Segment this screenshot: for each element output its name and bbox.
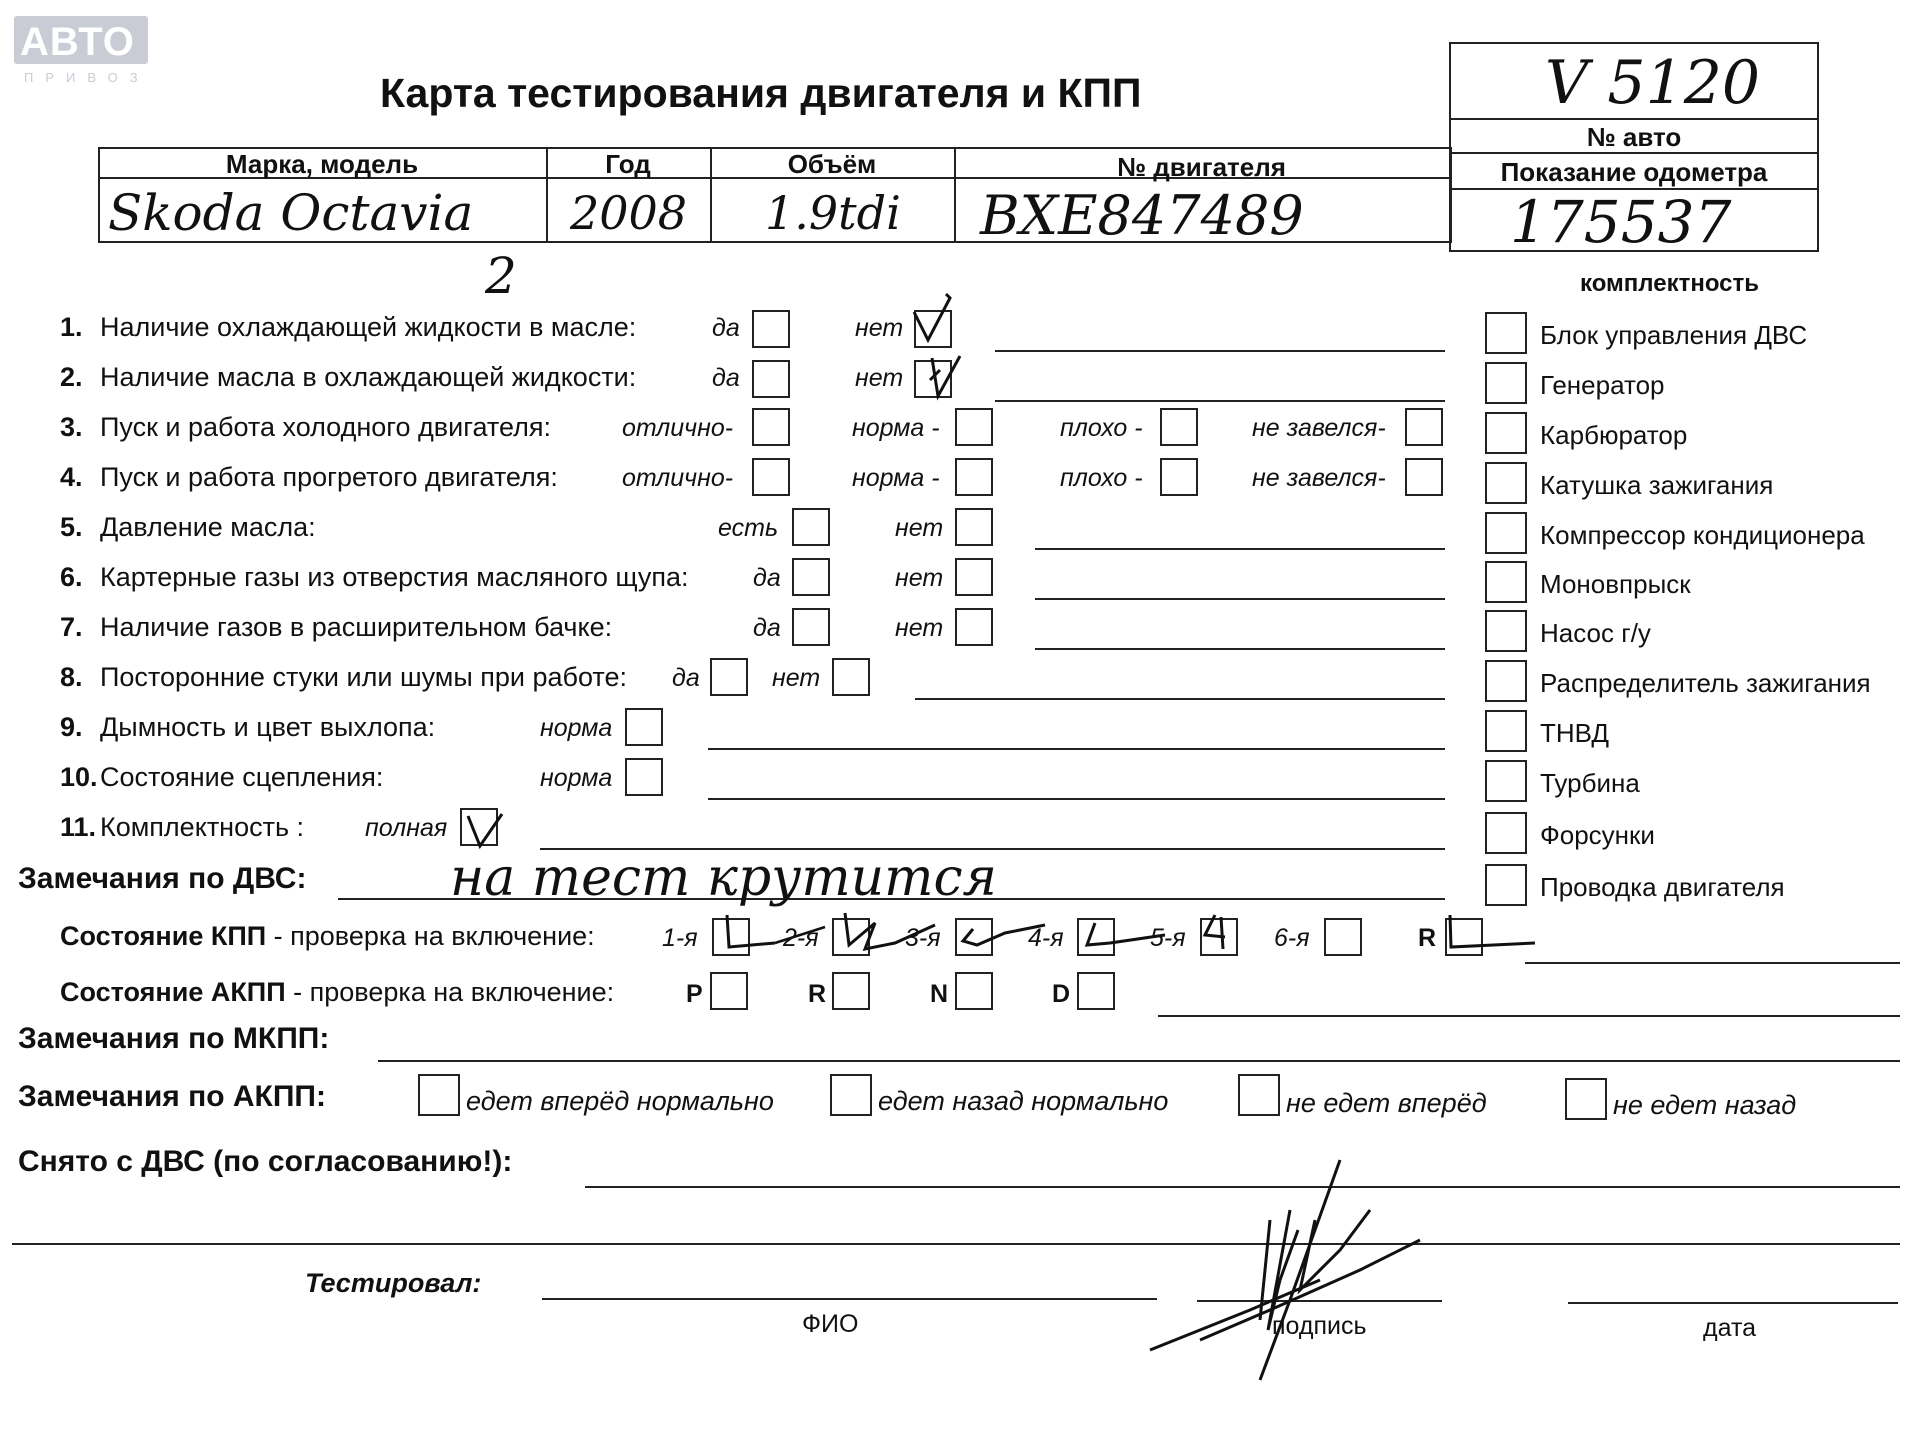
question-number: 11.	[60, 812, 97, 842]
question-6-yes-checkbox[interactable]	[792, 558, 830, 596]
tested-label: Тестировал:	[305, 1268, 482, 1298]
question-number: 4.	[60, 462, 83, 492]
question-text: Пуск и работа прогретого двигателя:	[100, 462, 558, 492]
question-text: Состояние сцепления:	[100, 762, 384, 792]
complete-checkbox[interactable]	[1485, 561, 1527, 603]
complete-item-label: Турбина	[1540, 768, 1640, 798]
note-line	[708, 748, 1445, 750]
question-number: 5.	[60, 512, 83, 542]
akpp-remark-option: не едет вперёд	[1286, 1088, 1487, 1118]
gear-label: 4-я	[1028, 924, 1064, 952]
option-label: нет	[855, 364, 904, 392]
mkpp-remarks-line	[378, 1060, 1900, 1062]
volume-value: 1.9tdi	[765, 186, 901, 240]
akpp-note-line	[1158, 1015, 1900, 1017]
note-line	[915, 698, 1445, 700]
car-number-value: V 5120	[1545, 48, 1761, 118]
question-1	[60, 312, 636, 343]
gear-label: R	[1418, 924, 1437, 952]
volume-label: Объём	[787, 149, 877, 179]
question-8	[60, 662, 627, 693]
question-3-bad-checkbox[interactable]	[1160, 408, 1198, 446]
avto-privoz-logo	[14, 16, 150, 85]
complete-checkbox[interactable]	[1485, 812, 1527, 854]
question-3-not-started-checkbox[interactable]	[1405, 408, 1443, 446]
gear-check-strokes	[715, 905, 1545, 965]
option-label: норма	[540, 714, 613, 742]
page-title: Карта тестирования двигателя и КПП	[380, 70, 1142, 116]
question-11	[60, 812, 304, 843]
handwritten-signature	[1140, 1150, 1440, 1390]
option-label: нет	[895, 564, 944, 592]
note-line	[1035, 598, 1445, 600]
check-mark-icon	[920, 350, 980, 410]
mkpp-remarks-label: Замечания по МКПП:	[18, 1022, 330, 1055]
question-7	[60, 612, 612, 643]
question-4-excellent-checkbox[interactable]	[752, 458, 790, 496]
option-label: нет	[895, 514, 944, 542]
question-number: 6.	[60, 562, 83, 592]
option-label: есть	[718, 514, 779, 542]
car-number-label: № авто	[1586, 122, 1682, 152]
question-8-yes-checkbox[interactable]	[710, 658, 748, 696]
car-number-divider	[1449, 118, 1819, 120]
date-caption: дата	[1703, 1314, 1757, 1342]
kpp-label	[60, 921, 595, 952]
akpp-position-label: R	[808, 980, 827, 1008]
akpp-n-checkbox[interactable]	[955, 972, 993, 1010]
question-5-no-checkbox[interactable]	[955, 508, 993, 546]
question-10-normal-checkbox[interactable]	[625, 758, 663, 796]
check-mark-icon	[906, 290, 966, 350]
question-5	[60, 512, 316, 543]
complete-checkbox[interactable]	[1485, 760, 1527, 802]
option-label: плохо -	[1060, 414, 1143, 442]
option-label: отлично-	[622, 414, 734, 442]
complete-item-label: Генератор	[1540, 370, 1665, 400]
question-6-no-checkbox[interactable]	[955, 558, 993, 596]
akpp-remark-option: едет вперёд нормально	[466, 1086, 774, 1116]
signature-caption: подпись	[1272, 1312, 1367, 1340]
kpp-note-line	[1525, 962, 1900, 964]
akpp-p-checkbox[interactable]	[710, 972, 748, 1010]
akpp-remark-option: едет назад нормально	[878, 1086, 1169, 1116]
akpp-position-label: N	[930, 980, 949, 1008]
akpp-r-checkbox[interactable]	[832, 972, 870, 1010]
year-value: 2008	[570, 186, 688, 240]
question-2-yes-checkbox[interactable]	[752, 360, 790, 398]
question-number: 3.	[60, 412, 83, 442]
question-4-normal-checkbox[interactable]	[955, 458, 993, 496]
akpp-label-bold: Состояние АКПП	[60, 977, 286, 1007]
complete-checkbox[interactable]	[1485, 312, 1527, 354]
question-3-normal-checkbox[interactable]	[955, 408, 993, 446]
question-number: 2.	[60, 362, 83, 392]
complete-item-label: ТНВД	[1540, 718, 1610, 748]
akpp-no-forward-checkbox[interactable]	[1238, 1074, 1280, 1116]
gear-label: 5-я	[1150, 924, 1186, 952]
complete-checkbox[interactable]	[1485, 610, 1527, 652]
option-label: полная	[365, 814, 448, 842]
question-4-bad-checkbox[interactable]	[1160, 458, 1198, 496]
question-text: Картерные газы из отверстия масляного щупа:	[100, 562, 689, 592]
akpp-no-backward-checkbox[interactable]	[1565, 1078, 1607, 1120]
note-line	[1035, 648, 1445, 650]
question-6	[60, 562, 689, 593]
note-line	[708, 798, 1445, 800]
question-9-normal-checkbox[interactable]	[625, 708, 663, 746]
option-label: норма -	[852, 414, 940, 442]
question-text: Наличие газов в расширительном бачке:	[100, 612, 613, 642]
odometer-value: 175537	[1510, 188, 1732, 256]
question-text: Пуск и работа холодного двигателя:	[100, 412, 551, 442]
make-model-value: Skoda Octavia	[108, 184, 474, 242]
question-7-no-checkbox[interactable]	[955, 608, 993, 646]
complete-list	[1485, 312, 1915, 912]
akpp-label	[60, 977, 614, 1008]
option-label: нет	[895, 614, 944, 642]
fio-caption: ФИО	[802, 1310, 859, 1338]
question-5-yes-checkbox[interactable]	[792, 508, 830, 546]
removed-line-2	[12, 1243, 1900, 1245]
complete-item-label: Насос г/у	[1540, 618, 1651, 648]
question-text: Давление масла:	[100, 512, 316, 542]
akpp-position-label: D	[1052, 980, 1071, 1008]
complete-item-label: Форсунки	[1540, 820, 1655, 850]
question-text: Посторонние стуки или шумы при работе:	[100, 662, 627, 692]
complete-checkbox[interactable]	[1485, 412, 1527, 454]
akpp-forward-ok-checkbox[interactable]	[418, 1074, 460, 1116]
option-label: нет	[772, 664, 821, 692]
option-label: норма -	[852, 464, 940, 492]
option-label: да	[753, 614, 781, 642]
complete-checkbox[interactable]	[1485, 660, 1527, 702]
gear-label: 1-я	[662, 924, 698, 952]
option-label: да	[712, 314, 740, 342]
question-number: 8.	[60, 662, 83, 692]
complete-checkbox[interactable]	[1485, 864, 1527, 906]
option-label: норма	[540, 764, 613, 792]
note-line	[1035, 548, 1445, 550]
akpp-remark-option: не едет назад	[1613, 1090, 1797, 1120]
option-label: да	[753, 564, 781, 592]
complete-item-label: Проводка двигателя	[1540, 872, 1785, 902]
odometer-label: Показание одометра	[1500, 157, 1768, 187]
option-label: да	[672, 664, 700, 692]
question-number: 10.	[60, 762, 98, 792]
dvs-remarks-value: на тест крутится	[450, 848, 997, 908]
generation-value: 2	[485, 247, 517, 305]
question-4-not-started-checkbox[interactable]	[1405, 458, 1443, 496]
question-text: Наличие масла в охлаждающей жидкости:	[100, 362, 637, 392]
option-label: отлично-	[622, 464, 734, 492]
note-line	[995, 400, 1445, 402]
removed-label: Снято с ДВС (по согласованию!):	[18, 1145, 513, 1178]
akpp-remarks-label: Замечания по АКПП:	[18, 1080, 326, 1113]
question-4	[60, 462, 558, 493]
logo-subtitle: ПРИВОЗ	[24, 70, 150, 85]
complete-checkbox[interactable]	[1485, 362, 1527, 404]
kpp-label-bold: Состояние КПП	[60, 921, 267, 951]
question-number: 1.	[60, 312, 83, 342]
question-7-yes-checkbox[interactable]	[792, 608, 830, 646]
engine-number-value: BXE847489	[980, 184, 1304, 247]
complete-item-label: Моновпрыск	[1540, 569, 1691, 599]
dvs-remarks-label: Замечания по ДВС:	[18, 862, 307, 895]
complete-title: комплектность	[1580, 270, 1760, 297]
complete-item-label: Компрессор кондиционера	[1540, 520, 1865, 550]
complete-checkbox[interactable]	[1485, 512, 1527, 554]
year-label: Год	[605, 149, 651, 179]
gear-label: 3-я	[905, 924, 941, 952]
complete-item-label: Распределитель зажигания	[1540, 668, 1871, 698]
option-label: нет	[855, 314, 904, 342]
complete-item-label: Блок управления ДВС	[1540, 320, 1808, 350]
kpp-label-rest: - проверка на включение:	[266, 921, 595, 951]
question-8-no-checkbox[interactable]	[832, 658, 870, 696]
gear-label: 2-я	[783, 924, 819, 952]
logo-text: АВТО	[20, 20, 135, 64]
fio-line	[542, 1298, 1157, 1300]
option-label: не завелся-	[1252, 464, 1386, 492]
option-label: не завелся-	[1252, 414, 1386, 442]
question-number: 7.	[60, 612, 83, 642]
option-label: плохо -	[1060, 464, 1143, 492]
question-2	[60, 362, 636, 393]
complete-item-label: Катушка зажигания	[1540, 470, 1774, 500]
question-text: Дымность и цвет выхлопа:	[100, 712, 436, 742]
akpp-d-checkbox[interactable]	[1077, 972, 1115, 1010]
question-9	[60, 712, 435, 743]
question-text: Комплектность :	[100, 812, 305, 842]
complete-checkbox[interactable]	[1485, 710, 1527, 752]
akpp-position-label: P	[686, 980, 703, 1008]
question-text: Наличие охлаждающей жидкости в масле:	[100, 312, 637, 342]
question-10	[60, 762, 383, 793]
engine-number-label: № двигателя	[1117, 152, 1286, 182]
question-1-yes-checkbox[interactable]	[752, 310, 790, 348]
date-line	[1568, 1302, 1898, 1304]
make-model-label: Марка, модель	[225, 149, 419, 179]
question-number: 9.	[60, 712, 83, 742]
gear-label: 6-я	[1274, 924, 1310, 952]
complete-checkbox[interactable]	[1485, 462, 1527, 504]
question-3-excellent-checkbox[interactable]	[752, 408, 790, 446]
akpp-label-rest: - проверка на включение:	[285, 977, 615, 1007]
akpp-backward-ok-checkbox[interactable]	[830, 1074, 872, 1116]
note-line	[995, 350, 1445, 352]
question-3	[60, 412, 551, 443]
complete-item-label: Карбюратор	[1540, 420, 1688, 450]
option-label: да	[712, 364, 740, 392]
